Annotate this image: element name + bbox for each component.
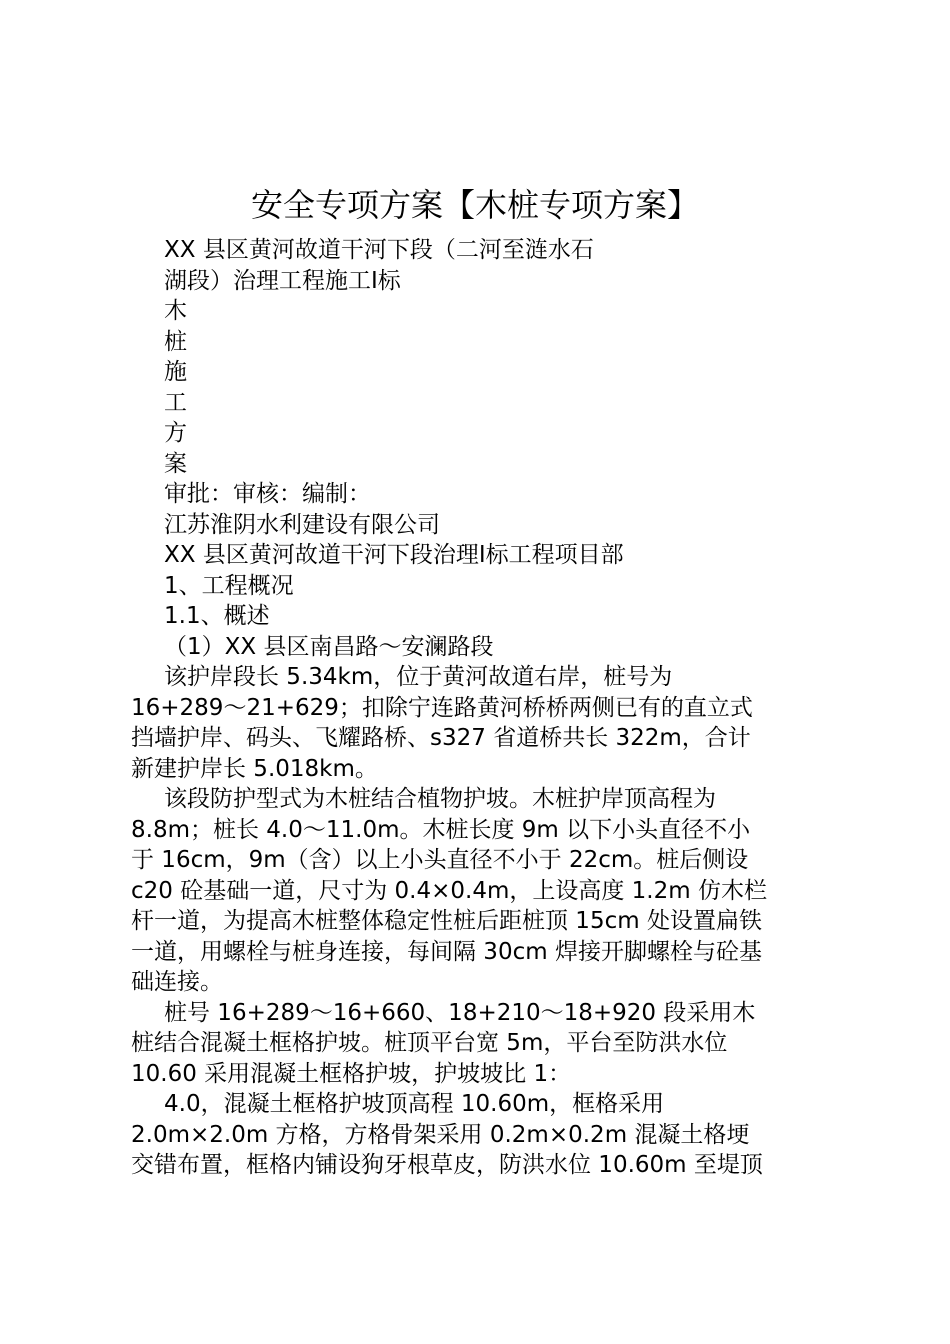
text-line: 施 (164, 359, 187, 385)
text-line: 工 (164, 389, 187, 416)
text-line: 交错布置，框格内铺设狗牙根草皮，防洪水位 10.60m 至堤顶 (131, 1152, 763, 1178)
text-line: c20 砼基础一道，尺寸为 0.4×0.4m，上设高度 1.2m 仿木栏 (131, 877, 767, 904)
text-line: 16+289～21+629；扣除宁连路黄河桥桥两侧已有的直立式 (131, 694, 753, 721)
text-line: 4.0，混凝土框格护坡顶高程 10.60m，框格采用 (164, 1091, 665, 1117)
text-line: 于 16cm，9m（含）以上小头直径不小于 22cm。桩后侧设 (131, 847, 749, 873)
text-line: 审批：审核：编制： (164, 481, 371, 507)
text-line: 桩 (164, 328, 187, 355)
text-line: 1、工程概况 (164, 572, 294, 599)
text-line: XX 县区黄河故道干河下段（二河至涟水石 (164, 237, 594, 263)
text-line: 木 (164, 298, 187, 324)
document-title: 安全专项方案【木桩专项方案】 (250, 186, 699, 224)
text-line: 湖段）治理工程施工Ⅰ标 (164, 267, 401, 294)
text-line: 础连接。 (131, 969, 223, 995)
text-line: 8.8m；桩长 4.0～11.0m。木桩长度 9m 以下小头直径不小 (131, 816, 751, 843)
text-line: 该段防护型式为木桩结合植物护坡。木桩护岸顶高程为 (164, 786, 716, 812)
text-line: 案 (164, 450, 187, 477)
text-line: 桩结合混凝土框格护坡。桩顶平台宽 5m，平台至防洪水位 (131, 1030, 728, 1056)
text-line: 新建护岸长 5.018km。 (131, 755, 378, 782)
text-line: 2.0m×2.0m 方格，方格骨架采用 0.2m×0.2m 混凝土格埂 (131, 1121, 750, 1148)
text-line: XX 县区黄河故道干河下段治理Ⅰ标工程项目部 (164, 542, 624, 568)
text-line: 江苏淮阴水利建设有限公司 (164, 511, 440, 538)
text-line: 一道，用螺栓与桩身连接，每间隔 30cm 焊接开脚螺栓与砼基 (131, 938, 762, 965)
text-line: 该护岸段长 5.34km，位于黄河故道右岸，桩号为 (164, 664, 673, 690)
text-line: 方 (164, 420, 187, 446)
text-line: 挡墙护岸、码头、飞耀路桥、s327 省道桥共长 322m，合计 (131, 725, 751, 751)
text-line: 杆一道，为提高木桩整体稳定性桩后距桩顶 15cm 处设置扁铁 (131, 908, 762, 934)
document-body (131, 235, 831, 1181)
text-line: 1.1、概述 (164, 603, 270, 629)
text-line: （1）XX 县区南昌路～安澜路段 (164, 633, 494, 660)
text-line: 10.60 采用混凝土框格护坡，护坡坡比 1： (131, 1060, 572, 1087)
text-line: 桩号 16+289～16+660、18+210～18+920 段采用木 (164, 999, 756, 1026)
